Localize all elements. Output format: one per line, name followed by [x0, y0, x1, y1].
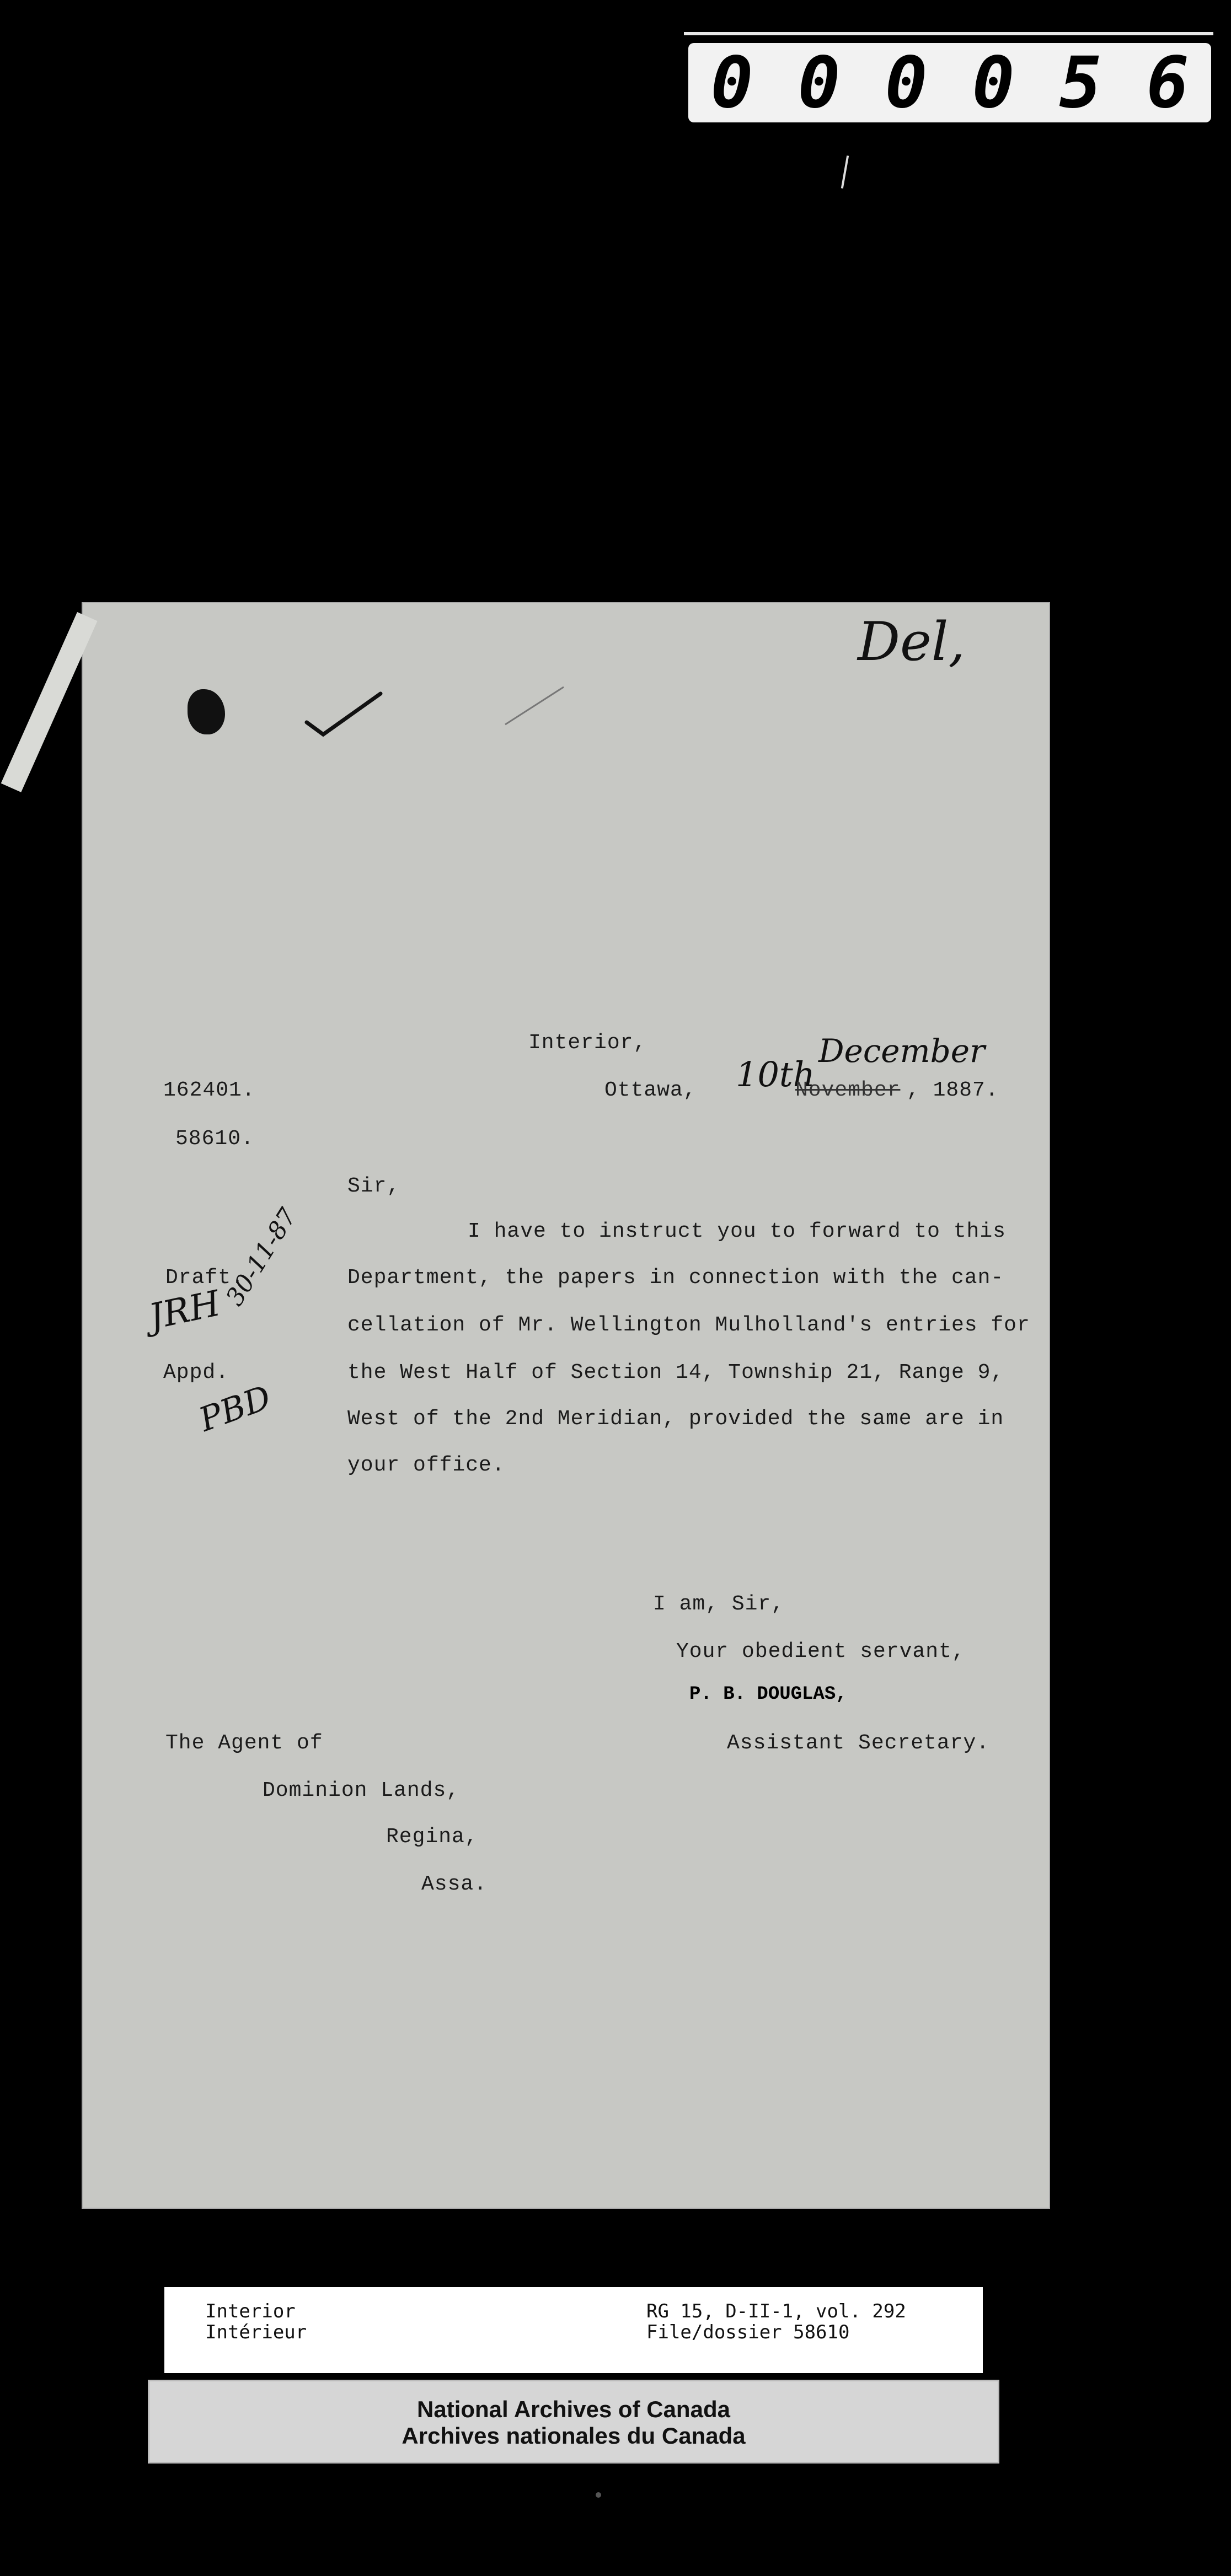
frame-digit: 0 [885, 41, 928, 124]
addressee-line: Dominion Lands, [263, 1779, 460, 1802]
place-line-1: Interior, [528, 1031, 647, 1055]
file-number: 162401. [163, 1078, 255, 1102]
margin-appd: Appd. [163, 1361, 229, 1384]
film-tick [841, 155, 849, 189]
frame-digit: 6 [1146, 41, 1189, 124]
body-line: West of the 2nd Meridian, provided the same are in [347, 1407, 1004, 1431]
addressee-line: Assa. [421, 1872, 488, 1896]
label-dept-en: Interior [205, 2300, 296, 2322]
label-record-group: RG 15, D-II-1, vol. 292 [646, 2300, 906, 2322]
archive-reference-label [164, 2287, 983, 2373]
institution-name-fr: Archives nationales du Canada [402, 2423, 746, 2449]
date-year: , 1887. [907, 1078, 999, 1102]
addressee-line: The Agent of [165, 1731, 323, 1755]
frame-digit: 0 [798, 41, 841, 124]
file-number-2: 58610. [175, 1127, 254, 1151]
place-line-2: Ottawa, [604, 1078, 697, 1102]
institution-name-en: National Archives of Canada [417, 2396, 730, 2422]
pencil-stroke-icon [502, 684, 568, 728]
margin-date-handwritten: 30-11-87 [221, 1203, 303, 1311]
date-day-handwritten: 10th [736, 1054, 815, 1094]
frame-digit: 0 [710, 41, 753, 124]
closing-line-1: I am, Sir, [653, 1592, 785, 1616]
margin-initials-2: PBD [194, 1378, 276, 1440]
margin-draft: Draft. [165, 1266, 244, 1290]
signature-stamp: P. B. DOUGLAS, [689, 1684, 847, 1705]
label-file-number: File/dossier 58610 [646, 2321, 850, 2343]
body-line: I have to instruct you to forward to this [468, 1220, 1006, 1243]
date-month-handwritten: December [818, 1032, 985, 1070]
body-line: your office. [347, 1453, 505, 1477]
body-line: cellation of Mr. Wellington Mulholland's entries for [347, 1313, 1030, 1337]
body-line: the West Half of Section 14, Township 21, Range 9, [347, 1361, 1004, 1384]
salutation: Sir, [347, 1174, 400, 1198]
signer-title: Assistant Secretary. [727, 1731, 990, 1755]
frame-counter [688, 43, 1211, 122]
addressee-line: Regina, [386, 1825, 478, 1849]
margin-initials-1: JRH [145, 1283, 224, 1338]
frame-digit: 5 [1059, 41, 1102, 124]
date-struck-month: November [795, 1078, 901, 1102]
film-dot [596, 2492, 601, 2498]
top-right-mark: Del, [858, 611, 965, 673]
label-dept-fr: Intérieur [205, 2321, 307, 2343]
closing-line-2: Your obedient servant, [676, 1640, 965, 1663]
counter-rule [684, 32, 1213, 35]
institution-banner [148, 2380, 999, 2464]
frame-digit: 0 [972, 41, 1015, 124]
check-mark-icon [303, 689, 386, 739]
body-line: Department, the papers in connection with the can- [347, 1266, 1004, 1290]
